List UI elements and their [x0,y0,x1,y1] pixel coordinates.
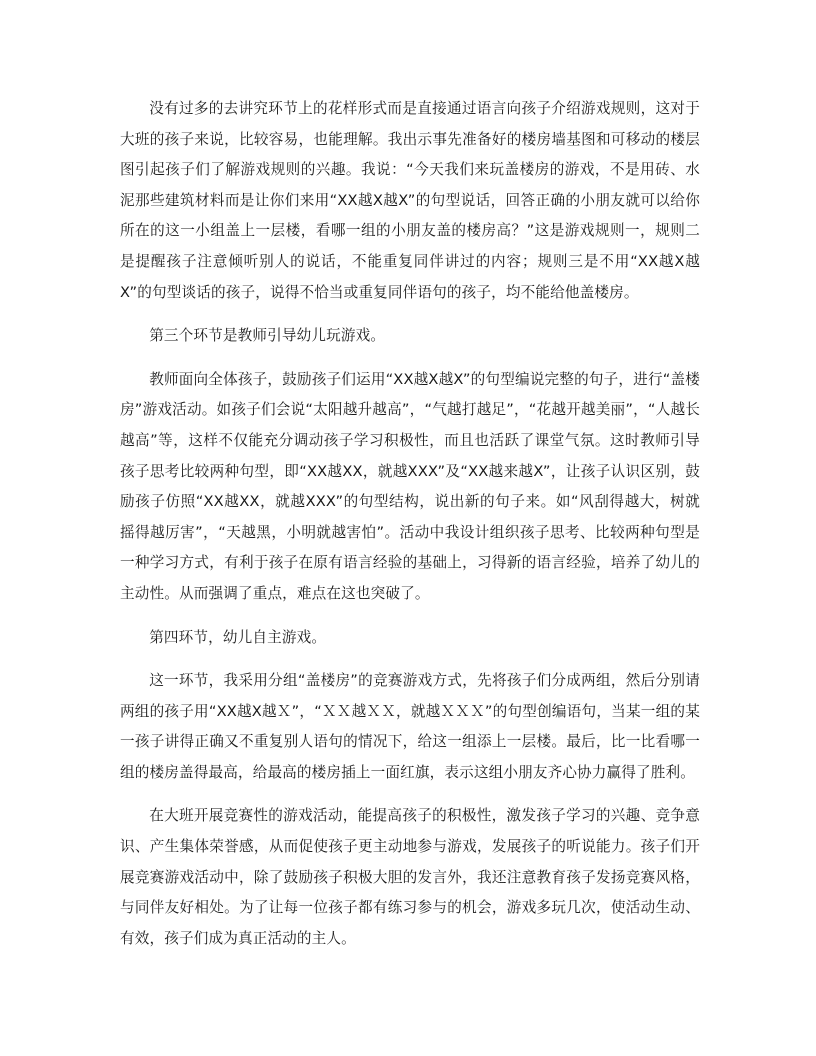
paragraph-rules-intro: 没有过多的去讲究环节上的花样形式而是直接通过语言向孩子介绍游戏规则，这对于大班的孩子来说，比较容易，也能理解。我出示事先准备好的楼房墙基图和可移动的楼层图引起孩子们了解游戏规则的兴趣。我说：“今天我们来玩盖楼房的游戏，不是用砖、水泥那些建筑材料而是让你们来用“XX越X越X”的句型说话，回答正确的小朋友就可以给你所在的这一小组盖上一层楼，看哪一组的小朋友盖的楼房高？”这是游戏规则一，规则二是提醒孩子注意倾听别人的说话，不能重复同伴讲过的内容；规则三是不用“XX越X越X”的句型谈话的孩子，说得不恰当或重复同伴语句的孩子，均不能给他盖楼房。 [120,100,700,301]
document-body [120,94,700,954]
paragraph-step-four-heading: 第四环节，幼儿自主游戏。 [149,628,327,646]
paragraph-step-three-body: 教师面向全体孩子，鼓励孩子们运用“XX越X越X”的句型编说完整的句子，进行“盖楼房”游戏活动。如孩子们会说“太阳越升越高”，“气越打越足”，“花越开越美丽”，“人越长越高”等，这样不仅能充分调动孩子学习积极性，而且也活跃了课堂气氛。这时教师引导孩子思考比较两种句型，即“XX越XX，就越XXX”及“XX越来越X”，让孩子认识区别，鼓励孩子仿照“XX越XX，就越XXX”的句型结构，说出新的句子来。如“风刮得越大，树就摇得越厉害”，“天越黑，小明就越害怕”。活动中我设计组织孩子思考、比较两种句型是一种学习方式，有利于孩子在原有语言经验的基础上，习得新的语言经验，培养了幼儿的主动性。从而强调了重点，难点在这也突破了。 [120,370,700,602]
paragraph-step-four-body: 这一环节，我采用分组“盖楼房”的竞赛游戏方式，先将孩子们分成两组，然后分别请两组的孩子用“XX越X越Ｘ”，“ＸＸ越ＸＸ，就越ＸＸＸ”的句型创编语句，当某一组的某一孩子讲得正确又不重复别人语句的情况下，给这一组添上一层楼。最后，比一比看哪一组的楼房盖得最高，给最高的楼房插上一面红旗，表示这组小朋友齐心协力赢得了胜利。 [120,672,700,781]
paragraph-conclusion: 在大班开展竞赛性的游戏活动，能提高孩子的积极性，激发孩子学习的兴趣、竞争意识、产生集体荣誉感，从而促使孩子更主动地参与游戏，发展孩子的听说能力。孩子们开展竞赛游戏活动中，除了鼓励孩子积极大胆的发言外，我还注意教育孩子发扬竞赛风格，与同伴友好相处。为了让每一位孩子都有练习参与的机会，游戏多玩几次，使活动生动、有效，孩子们成为真正活动的主人。 [120,807,700,947]
paragraph-step-three-heading: 第三个环节是教师引导幼儿玩游戏。 [149,327,386,345]
